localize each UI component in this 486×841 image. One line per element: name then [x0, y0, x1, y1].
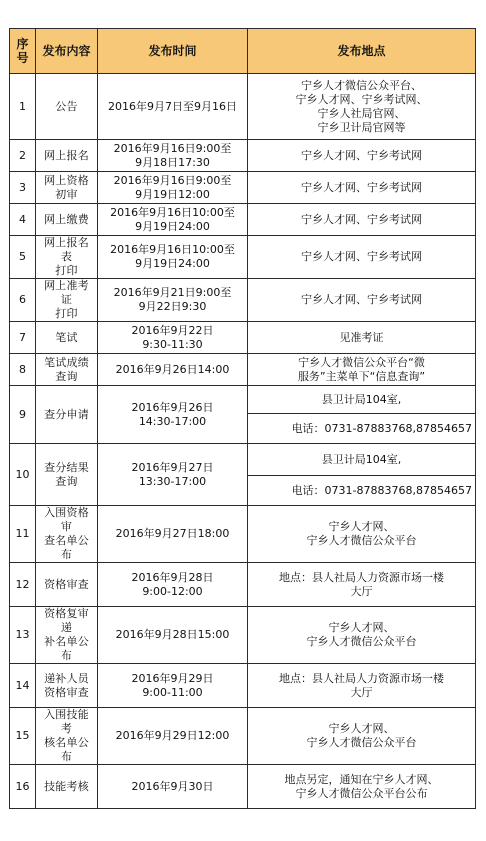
cell-no: 5: [10, 236, 36, 279]
cell-line: 2016年9月16日10:00至: [110, 243, 235, 256]
cell-place-phone: 电话：0731-87883768,87854657: [248, 414, 476, 444]
cell-line: 大厅: [350, 685, 373, 699]
cell-line: 2016年9月26日14:00: [115, 362, 230, 376]
cell-time: [98, 354, 248, 386]
cell-line: 宁乡人才网、宁乡考试网: [301, 148, 422, 162]
cell-line: 宁乡人才网、: [328, 520, 395, 533]
cell-line: 9月19日24:00: [135, 219, 210, 233]
cell-place: [248, 607, 476, 664]
cell-line: 初审: [55, 187, 78, 201]
table-row: [10, 236, 476, 279]
table-row: [10, 140, 476, 172]
table-row: [10, 607, 476, 664]
table-row: [10, 322, 476, 354]
header-place: 发布地点: [248, 29, 476, 74]
cell-time: [98, 204, 248, 236]
cell-line: 宁乡人才网、宁乡考试网: [301, 212, 422, 226]
cell-line: 2016年9月30日: [131, 779, 214, 793]
cell-line: 查分申请: [44, 407, 89, 421]
cell-no: 13: [10, 607, 36, 664]
cell-line: 宁乡人才网、宁乡考试网: [301, 250, 422, 263]
table-row: [10, 386, 476, 414]
cell-no: 11: [10, 506, 36, 563]
cell-line: 公告: [55, 99, 78, 113]
cell-line: 服务”主菜单下“信息查询”: [297, 369, 426, 383]
table-row: [10, 354, 476, 386]
cell-content: [36, 74, 98, 140]
table-row: [10, 279, 476, 322]
cell-line: 13:30-17:00: [138, 474, 207, 488]
table-row: [10, 172, 476, 204]
cell-place: [248, 236, 476, 279]
cell-line: 宁乡人才网、宁乡考试网、: [295, 92, 428, 106]
cell-line: 9月18日17:30: [135, 155, 210, 169]
cell-content: [36, 354, 98, 386]
cell-content: [36, 236, 98, 279]
cell-line: 宁乡人才微信公众平台、: [301, 78, 422, 92]
cell-content: [36, 279, 98, 322]
cell-line: 2016年9月28日: [131, 570, 214, 584]
header-time: 发布时间: [98, 29, 248, 74]
cell-line: 2016年9月16日9:00至: [113, 173, 232, 187]
cell-line: 资格复审递: [44, 607, 89, 634]
cell-no: 6: [10, 279, 36, 322]
cell-line: 宁乡人才网、宁乡考试网: [301, 180, 422, 194]
cell-time: [98, 172, 248, 204]
cell-line: 地点另定，通知在宁乡人才网、: [284, 772, 439, 786]
cell-line: 打印: [55, 307, 78, 320]
cell-line: 查询: [55, 474, 78, 488]
cell-place: [248, 664, 476, 708]
table-row: [10, 506, 476, 563]
cell-time: [98, 563, 248, 607]
cell-line: 2016年9月27日18:00: [115, 527, 230, 540]
table-row: [10, 204, 476, 236]
cell-line: 网上资格: [44, 173, 89, 187]
cell-line: 地点：县人社局人力资源市场一楼: [279, 671, 444, 685]
cell-line: 递补人员: [44, 671, 89, 685]
cell-line: 大厅: [350, 584, 373, 598]
cell-line: 网上缴费: [44, 212, 89, 226]
cell-no: 7: [10, 322, 36, 354]
cell-line: 宁乡人才微信公众平台“微: [298, 355, 425, 369]
cell-line: 9:00-12:00: [142, 584, 203, 598]
cell-place-location: 县卫计局104室,: [248, 444, 476, 476]
cell-line: 2016年9月16日9:00至: [113, 141, 232, 155]
cell-place: [248, 765, 476, 809]
cell-line: 宁乡人才网、: [328, 722, 395, 735]
cell-content: [36, 563, 98, 607]
cell-no: 9: [10, 386, 36, 444]
cell-content: [36, 708, 98, 765]
cell-time: [98, 506, 248, 563]
cell-line: 查询: [55, 369, 78, 383]
cell-time: [98, 765, 248, 809]
cell-line: 14:30-17:00: [138, 414, 207, 428]
cell-content: [36, 204, 98, 236]
cell-content: [36, 140, 98, 172]
cell-line: 9月19日12:00: [135, 187, 210, 201]
cell-no: 8: [10, 354, 36, 386]
cell-place: [248, 563, 476, 607]
cell-place: [248, 708, 476, 765]
cell-place-phone: 电话：0731-87883768,87854657: [248, 476, 476, 506]
cell-line: 笔试: [55, 330, 78, 344]
cell-no: 2: [10, 140, 36, 172]
cell-line: 2016年9月7日至9月16日: [108, 99, 237, 113]
cell-line: 入围技能考: [44, 708, 89, 735]
cell-content: [36, 664, 98, 708]
cell-time: [98, 708, 248, 765]
cell-time: [98, 386, 248, 444]
cell-line: 查分结果: [44, 460, 89, 474]
cell-time: [98, 74, 248, 140]
cell-line: 2016年9月21日9:00至: [113, 286, 232, 299]
table-row: [10, 708, 476, 765]
table-body: [10, 74, 476, 809]
cell-line: 笔试成绩: [44, 355, 89, 369]
table-row: [10, 74, 476, 140]
cell-line: 2016年9月28日15:00: [115, 628, 230, 641]
cell-no: 1: [10, 74, 36, 140]
cell-line: 补名单公布: [44, 635, 89, 662]
cell-line: 9:30-11:30: [142, 337, 203, 351]
cell-place: [248, 506, 476, 563]
header-content: 发布内容: [36, 29, 98, 74]
cell-time: [98, 664, 248, 708]
cell-line: 宁乡人才网、: [328, 621, 395, 634]
cell-line: 网上准考证: [44, 279, 89, 306]
cell-time: [98, 444, 248, 506]
cell-place: [248, 279, 476, 322]
cell-line: 网上报名: [44, 148, 89, 162]
cell-content: [36, 322, 98, 354]
cell-place: [248, 322, 476, 354]
cell-content: [36, 607, 98, 664]
cell-no: 12: [10, 563, 36, 607]
cell-content: [36, 444, 98, 506]
cell-line: 宁乡人才微信公众平台: [306, 736, 417, 749]
cell-line: 2016年9月29日: [131, 671, 214, 685]
table-row: [10, 664, 476, 708]
schedule-table: [9, 28, 476, 809]
cell-line: 宁乡卫计局官网等: [317, 120, 406, 134]
cell-line: 9月22日9:30: [138, 300, 207, 313]
cell-line: 2016年9月16日10:00至: [110, 205, 235, 219]
cell-line: 宁乡人才微信公众平台: [306, 534, 417, 547]
cell-content: [36, 386, 98, 444]
header-no: 序号: [10, 29, 36, 74]
cell-content: [36, 172, 98, 204]
cell-line: 2016年9月27日: [131, 460, 214, 474]
cell-line: 9:00-11:00: [142, 685, 203, 699]
cell-line: 见准考证: [339, 330, 384, 344]
cell-place: [248, 354, 476, 386]
cell-line: 2016年9月22日: [131, 323, 214, 337]
cell-time: [98, 236, 248, 279]
table-row: [10, 444, 476, 476]
cell-line: 打印: [55, 264, 78, 277]
cell-line: 宁乡人才网、宁乡考试网: [301, 293, 422, 306]
cell-time: [98, 279, 248, 322]
cell-line: 核名单公布: [44, 736, 89, 763]
cell-line: 9月19日24:00: [135, 257, 210, 270]
cell-content: [36, 506, 98, 563]
cell-time: [98, 607, 248, 664]
cell-no: 14: [10, 664, 36, 708]
table-row: [10, 765, 476, 809]
cell-no: 15: [10, 708, 36, 765]
cell-line: 地点：县人社局人力资源市场一楼: [279, 570, 444, 584]
table-row: [10, 563, 476, 607]
cell-place: [248, 204, 476, 236]
cell-no: 16: [10, 765, 36, 809]
cell-line: 2016年9月29日12:00: [115, 729, 230, 742]
cell-line: 宁乡人社局官网、: [317, 106, 406, 120]
cell-line: 资格审查: [44, 577, 89, 591]
cell-line: 查名单公布: [44, 534, 89, 561]
cell-line: 宁乡人才微信公众平台: [306, 635, 417, 648]
header-row: [10, 29, 476, 74]
cell-no: 10: [10, 444, 36, 506]
cell-place-location: 县卫计局104室,: [248, 386, 476, 414]
cell-place: [248, 74, 476, 140]
cell-line: 入围资格审: [44, 506, 89, 533]
cell-line: 网上报名表: [44, 236, 89, 263]
cell-place: [248, 140, 476, 172]
cell-time: [98, 322, 248, 354]
cell-no: 3: [10, 172, 36, 204]
cell-line: 资格审查: [44, 685, 89, 699]
cell-time: [98, 140, 248, 172]
cell-no: 4: [10, 204, 36, 236]
cell-place: [248, 172, 476, 204]
cell-line: 技能考核: [44, 779, 89, 793]
cell-line: 2016年9月26日: [131, 400, 214, 414]
cell-content: [36, 765, 98, 809]
cell-line: 宁乡人才微信公众平台公布: [295, 786, 428, 800]
